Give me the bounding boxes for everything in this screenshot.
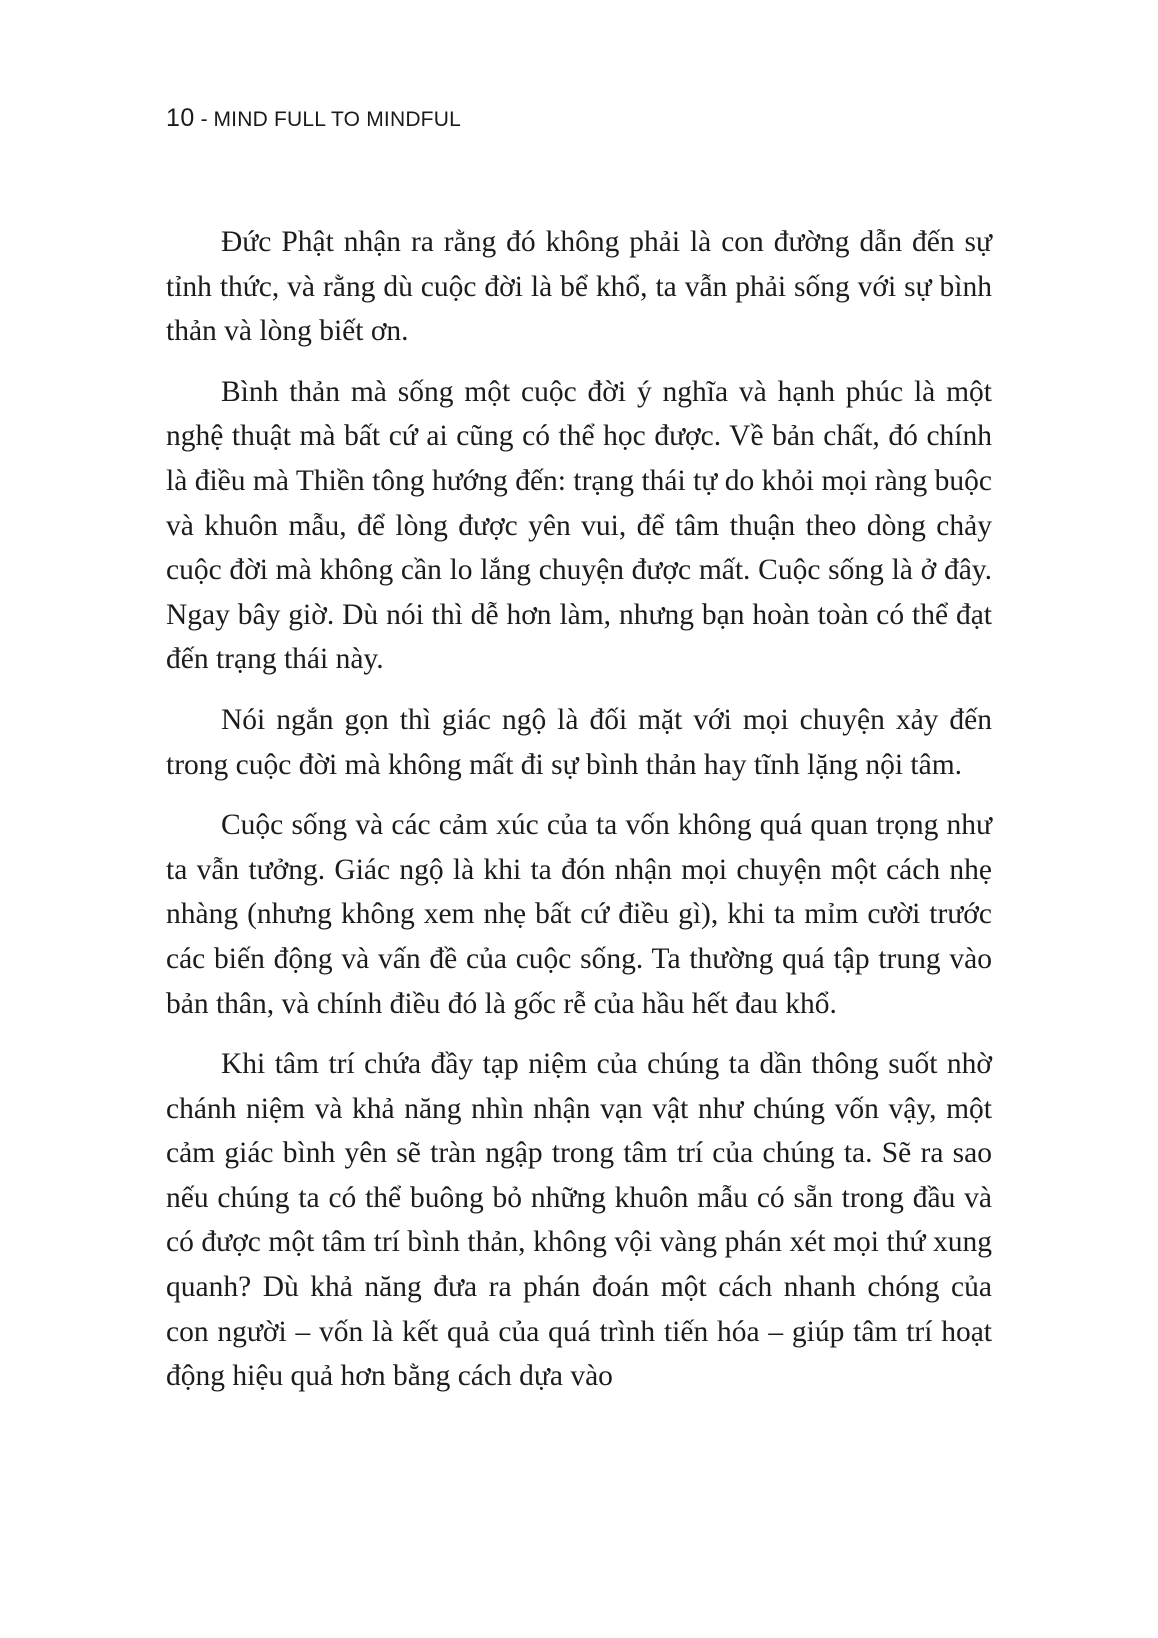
paragraph: Khi tâm trí chứa đầy tạp niệm của chúng ta dần thông suốt nhờ chánh niệm và khả năng nhìn nhận vạn vật như chúng vốn vậy, một cảm giác bình yên sẽ tràn ngập trong tâm trí của chúng ta. Sẽ ra sao nếu chúng ta có thể buông bỏ những khuôn mẫu có sẵn trong đầu và có được một tâm trí bình thản, không vội vàng phán xét mọi thứ xung quanh? Dù khả năng đưa ra phán đoán một cách nhanh chóng của con người – vốn là kết quả của quá trình tiến hóa – giúp tâm trí hoạt động hiệu quả hơn bằng cách dựa vào [166, 1048, 992, 1393]
paragraph: Bình thản mà sống một cuộc đời ý nghĩa và hạnh phúc là một nghệ thuật mà bất cứ ai cũng có thể học được. Về bản chất, đó chính là điều mà Thiền tông hướng đến: trạng thái tự do khỏi mọi ràng buộc và khuôn mẫu, để lòng được yên vui, để tâm thuận theo dòng chảy cuộc đời mà không cần lo lắng chuyện được mất. Cuộc sống là ở đây. Ngay bây giờ. Dù nói thì dễ hơn làm, nhưng bạn hoàn toàn có thể đạt đến trạng thái này. [166, 375, 992, 676]
paragraph: Nói ngắn gọn thì giác ngộ là đối mặt với mọi chuyện xảy đến trong cuộc đời mà không mất đi sự bình thản hay tĩnh lặng nội tâm. [166, 703, 992, 781]
book-title: MIND FULL TO MINDFUL [213, 108, 461, 131]
running-header [166, 104, 461, 133]
paragraph: Cuộc sống và các cảm xúc của ta vốn không quá quan trọng như ta vẫn tưởng. Giác ngộ là khi ta đón nhận mọi chuyện một cách nhẹ nhàng (nhưng không xem nhẹ bất cứ điều gì), khi ta mỉm cười trước các biến động và vấn đề của cuộc sống. Ta thường quá tập trung vào bản thân, và chính điều đó là gốc rễ của hầu hết đau khổ. [166, 809, 992, 1020]
body-text [166, 220, 992, 1415]
page-number: 10 [166, 104, 195, 132]
header-separator: - [194, 108, 214, 131]
paragraph: Đức Phật nhận ra rằng đó không phải là con đường dẫn đến sự tỉnh thức, và rằng dù cuộc đời là bể khổ, ta vẫn phải sống với sự bình thản và lòng biết ơn. [166, 226, 992, 348]
